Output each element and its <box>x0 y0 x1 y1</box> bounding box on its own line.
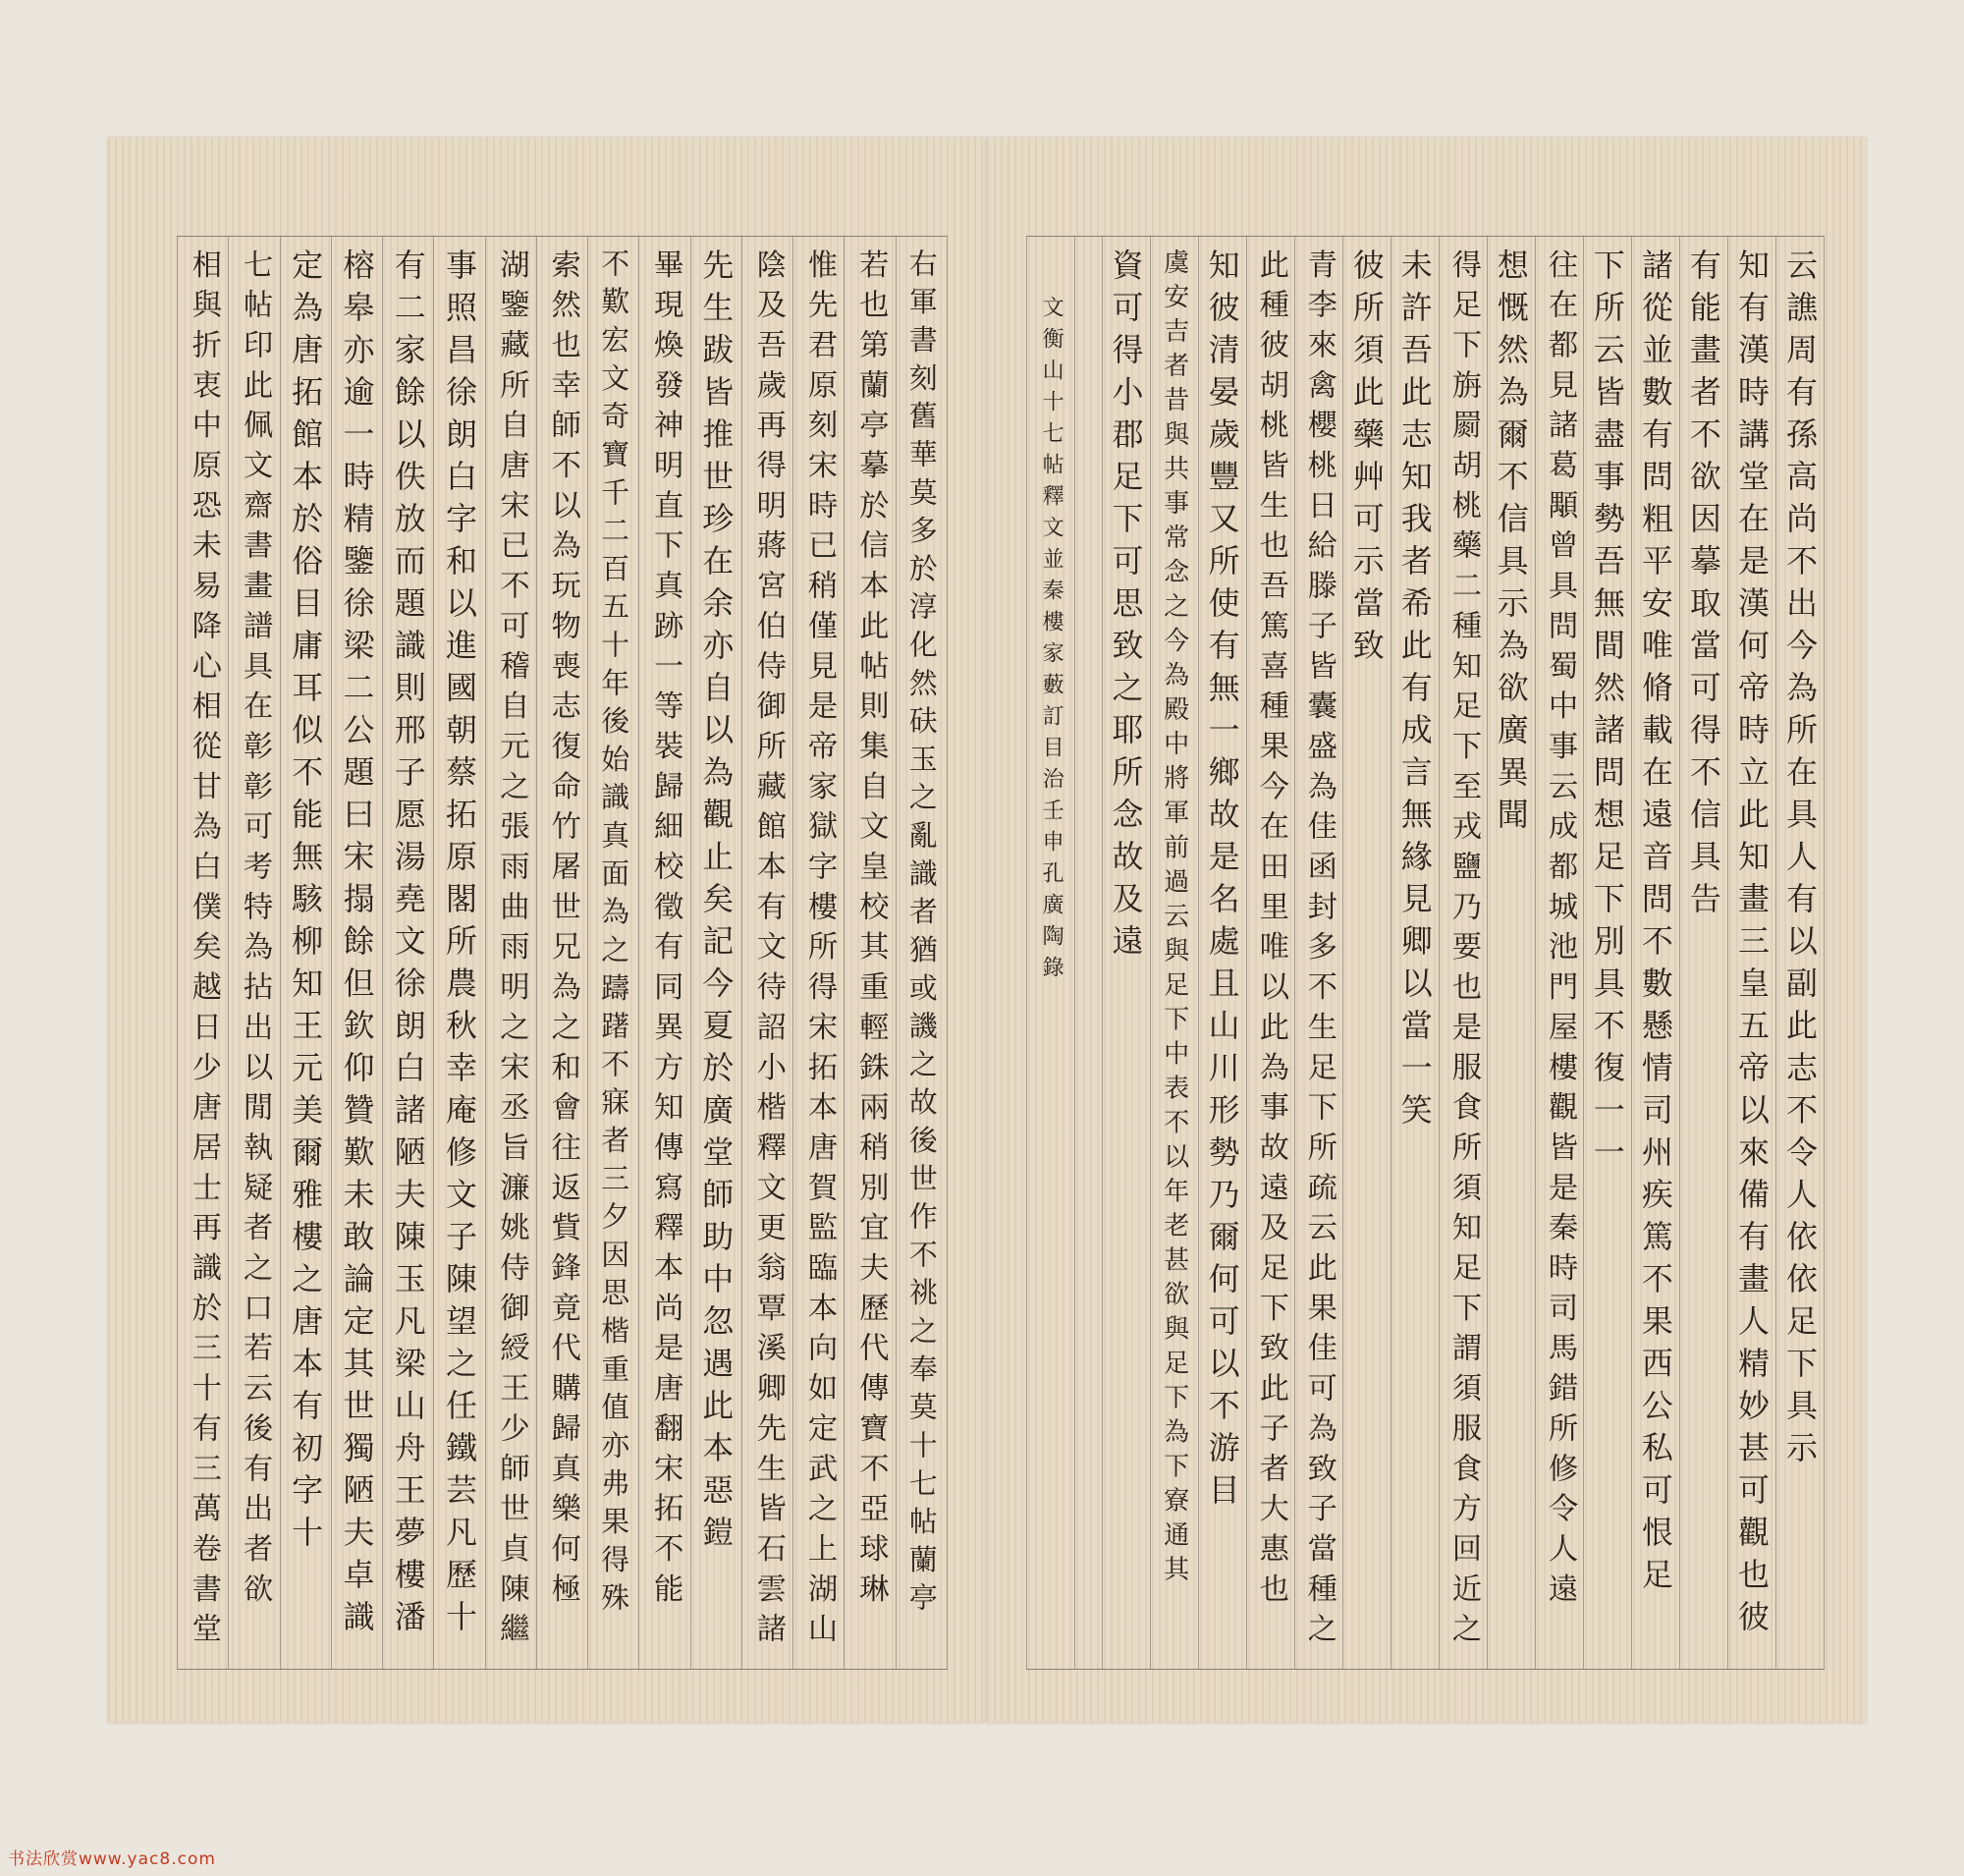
right-page-column-text: 資可得小郡足下可思致之耶所念故及遠 <box>1107 248 1145 966</box>
right-page-column-text: 知彼清晏歲豐又所使有無一鄉故是名處且山川形勢乃爾何可以不游目 <box>1203 248 1241 1516</box>
left-page-column <box>433 237 484 1669</box>
right-page-column-text: 往在都見諸葛顒曾具問蜀中事云成都城池門屋樓觀皆是秦時司馬錯所修令人遠 <box>1543 248 1578 1613</box>
left-page-column <box>690 237 741 1669</box>
left-page-column-text: 七帖印此佩文齋書畫譜具在彰彰可考特為拈出以閒執疑者之口若云後有出者欲 <box>238 248 273 1613</box>
right-page-column-text: 虞安吉者昔與共事常念之今為殿中將軍前過云與足下中表不以年老甚欲與足下為下寮通其 <box>1159 248 1189 1590</box>
left-page-column <box>638 237 689 1669</box>
left-page-column-text: 畢現煥發神明直下真跡一等裝歸細校徵有同異方知傳寫釋本尚是唐翻宋拓不能 <box>648 248 683 1613</box>
left-page-column <box>331 237 382 1669</box>
right-page-grid <box>1026 236 1825 1670</box>
left-page-column-text: 定為唐拓館本於俗目庸耳似不能無駭柳知王元美爾雅樓之唐本有初字十 <box>287 248 325 1558</box>
right-page-column <box>1150 237 1198 1669</box>
left-page-column-text: 榕皋亦逾一時精鑒徐梁二公題曰宋搨餘但欽仰贊歎未敢論定其世獨陋夫卓識 <box>338 248 376 1642</box>
left-page-column-text: 湖鑒藏所自唐宋已不可稽自元之張雨曲雨明之宋丞旨濂姚侍御綬王少師世貞陳繼 <box>494 248 529 1653</box>
right-page-column-text: 青李來禽櫻桃日給滕子皆囊盛為佳函封多不生足下所疏云此果佳可為致子當種之 <box>1301 248 1337 1653</box>
right-page-column <box>1583 237 1631 1669</box>
left-page-column-text: 陰及吾歲再得明蔣宮伯侍御所藏館本有文待詔小楷釋文更翁覃溪卿先生皆石雲諸 <box>750 248 786 1653</box>
left-page-column <box>228 237 279 1669</box>
left-page-column-text: 相與折衷中原恐未易降心相從甘為白僕矣越日少唐居士再識於三十有三萬卷書堂 <box>186 248 221 1653</box>
left-page-column-text: 事照昌徐朗白字和以進國朝蔡拓原閣所農秋幸庵修文子陳望之任鐵芸凡歷十 <box>440 248 478 1642</box>
right-page-column <box>1487 237 1535 1669</box>
left-page-column-text: 有二家餘以佚放而題識則邢子愿湯堯文徐朗白諸陋夫陳玉凡梁山舟王夢樓潘 <box>389 248 427 1642</box>
left-page-column-text: 右軍書刻舊華莫多於淳化然砆玉之亂識者猶或譏之故後世作不祧之奉莫十七帖蘭亭 <box>904 248 939 1622</box>
right-page-column-text: 此種彼胡桃皆生也吾篤喜種果今在田里唯以此為事故遠及足下致此子者大惠也 <box>1253 248 1288 1613</box>
right-page-column-text: 想慨然為爾不信具示為欲廣異聞 <box>1492 248 1530 840</box>
right-page-column <box>1775 237 1825 1669</box>
right-page-column-text: 文衡山十七帖釋文並秦樓家藪訂目治壬申孔廣陶錄 <box>1039 296 1064 987</box>
left-page-column-text: 若也第蘭亭摹於信本此帖則集自文皇校其重輕銖兩稍別宜夫歷代傳寶不亞球琳 <box>853 248 889 1613</box>
left-page <box>108 138 985 1723</box>
right-page-column <box>1342 237 1391 1669</box>
right-page-column <box>1679 237 1727 1669</box>
left-page-column <box>536 237 587 1669</box>
right-page-column-text: 有能畫者不欲因摹取當可得不信具告 <box>1684 248 1722 924</box>
right-page-column-text: 得足下旃罽胡桃藥二種知足下至戎鹽乃要也是服食所須知足下謂須服食方回近之 <box>1446 248 1481 1653</box>
right-page-column <box>1391 237 1439 1669</box>
left-page-column-text: 不歎宏文奇寶千二百五十年後始識真面為之躊躇不寐者三夕因思楷重值亦弗果得殊 <box>597 248 631 1622</box>
right-page-column <box>1102 237 1150 1669</box>
right-page <box>987 138 1866 1723</box>
right-page-column <box>1727 237 1775 1669</box>
watermark: 书法欣赏www.yac8.com <box>8 1849 216 1869</box>
right-page-column <box>1246 237 1294 1669</box>
left-page-column <box>280 237 331 1669</box>
right-page-column <box>1026 237 1074 1669</box>
left-page-column-text: 索然也幸師不以為玩物喪志復命竹屠世兄為之和會往返貲鋒竟代購歸真樂何極 <box>545 248 580 1613</box>
right-page-column <box>1294 237 1342 1669</box>
left-page-column <box>382 237 433 1669</box>
right-page-column <box>1439 237 1487 1669</box>
left-page-column <box>896 237 948 1669</box>
left-page-column <box>844 237 895 1669</box>
right-page-column <box>1631 237 1679 1669</box>
right-page-column-text: 云譙周有孫高尚不出今為所在具人有以副此志不令人依依足下具示 <box>1780 248 1819 1473</box>
right-page-column-text: 下所云皆盡事勢吾無間然諸問想足下別具不復一一 <box>1588 248 1626 1178</box>
left-page-column <box>485 237 536 1669</box>
left-page-column <box>741 237 792 1669</box>
right-page-column-text: 未許吾此志知我者希此有成言無緣見卿以當一笑 <box>1395 248 1434 1135</box>
left-page-column-text: 惟先君原刻宋時已稍僅見是帝家獄字樓所得宋拓本唐賀監臨本向如定武之上湖山 <box>802 248 838 1653</box>
right-page-column-text: 知有漢時講堂在是漢何帝時立此知畫三皇五帝以來備有畫人精妙甚可觀也彼 <box>1732 248 1771 1642</box>
left-page-grid <box>177 236 948 1670</box>
left-page-column-text: 先生跋皆推世珍在余亦自以為觀止矣記今夏於廣堂師助中忽遇此本惡鎧 <box>697 248 736 1558</box>
right-page-column-text: 彼所須此藥艸可示當致 <box>1347 248 1386 671</box>
left-page-column <box>177 237 228 1669</box>
right-page-column-text: 諸從並數有問粗平安唯脩載在遠音問不數懸情司州疾篤不果西公私可恨足 <box>1636 248 1674 1600</box>
right-page-column <box>1535 237 1583 1669</box>
left-page-column <box>587 237 638 1669</box>
left-page-column <box>792 237 844 1669</box>
right-page-column <box>1074 237 1101 1669</box>
right-page-column <box>1198 237 1246 1669</box>
